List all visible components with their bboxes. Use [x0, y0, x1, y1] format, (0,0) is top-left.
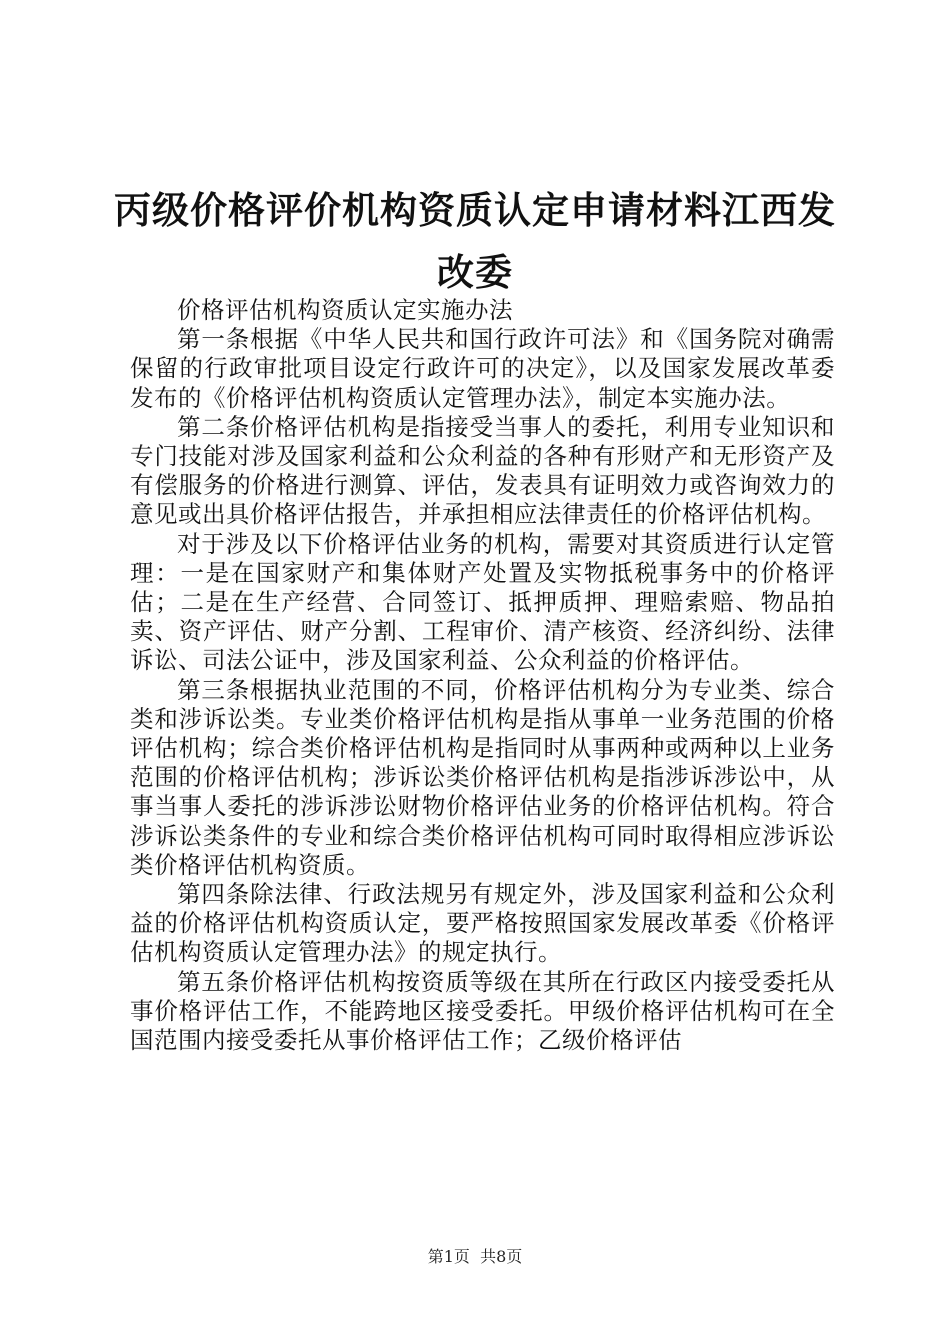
page-footer — [0, 1244, 950, 1267]
document-subheading: 价格评估机构资质认定实施办法 — [177, 296, 513, 324]
paragraph-article-2-scope: 对于涉及以下价格评估业务的机构，需要对其资质进行认定管理：一是在国家财产和集体财产处置及实物抵税事务中的价格评估；二是在生产经营、合同签订、抵押质押、理赔索赔、物品拍卖、资产评估、财产分割、工程审价、清产核资、经济纠纷、法律诉讼、司法公证中，涉及国家利益、公众利益的价格评估。 — [130, 529, 835, 675]
paragraph-article-2: 第二条价格评估机构是指接受当事人的委托，利用专业知识和专门技能对涉及国家利益和公众利益的各种有形财产和无形资产及有偿服务的价格进行测算、评估，发表具有证明效力或咨询效力的意见或出具价格评估报告，并承担相应法律责任的价格评估机构。 — [130, 412, 835, 529]
paragraph-article-5: 第五条价格评估机构按资质等级在其所在行政区内接受委托从事价格评估工作，不能跨地区接受委托。甲级价格评估机构可在全国范围内接受委托从事价格评估工作；乙级价格评估 — [130, 967, 835, 1055]
document-title: 丙级价格评价机构资质认定申请材料江西发改委 — [114, 189, 836, 294]
document-body — [130, 296, 835, 1055]
paragraph-article-1: 第一条根据《中华人民共和国行政许可法》和《国务院对确需保留的行政审批项目设定行政许可的决定》，以及国家发展改革委发布的《价格评估机构资质认定管理办法》，制定本实施办法。 — [130, 325, 835, 412]
paragraph-article-3: 第三条根据执业范围的不同，价格评估机构分为专业类、综合类和涉诉讼类。专业类价格评估机构是指从事单一业务范围的价格评估机构；综合类价格评估机构是指同时从事两种或两种以上业务范围的价格评估机构；涉诉讼类价格评估机构是指涉诉涉讼中，从事当事人委托的涉诉涉讼财物价格评估业务的价格评估机构。符合涉诉讼类条件的专业和综合类价格评估机构可同时取得相应涉诉讼类价格评估机构资质。 — [130, 675, 835, 879]
paragraph-article-4: 第四条除法律、行政法规另有规定外，涉及国家利益和公众利益的价格评估机构资质认定，要严格按照国家发展改革委《价格评估机构资质认定管理办法》的规定执行。 — [130, 880, 835, 967]
page-number: 第1页 共8页 — [427, 1247, 523, 1266]
